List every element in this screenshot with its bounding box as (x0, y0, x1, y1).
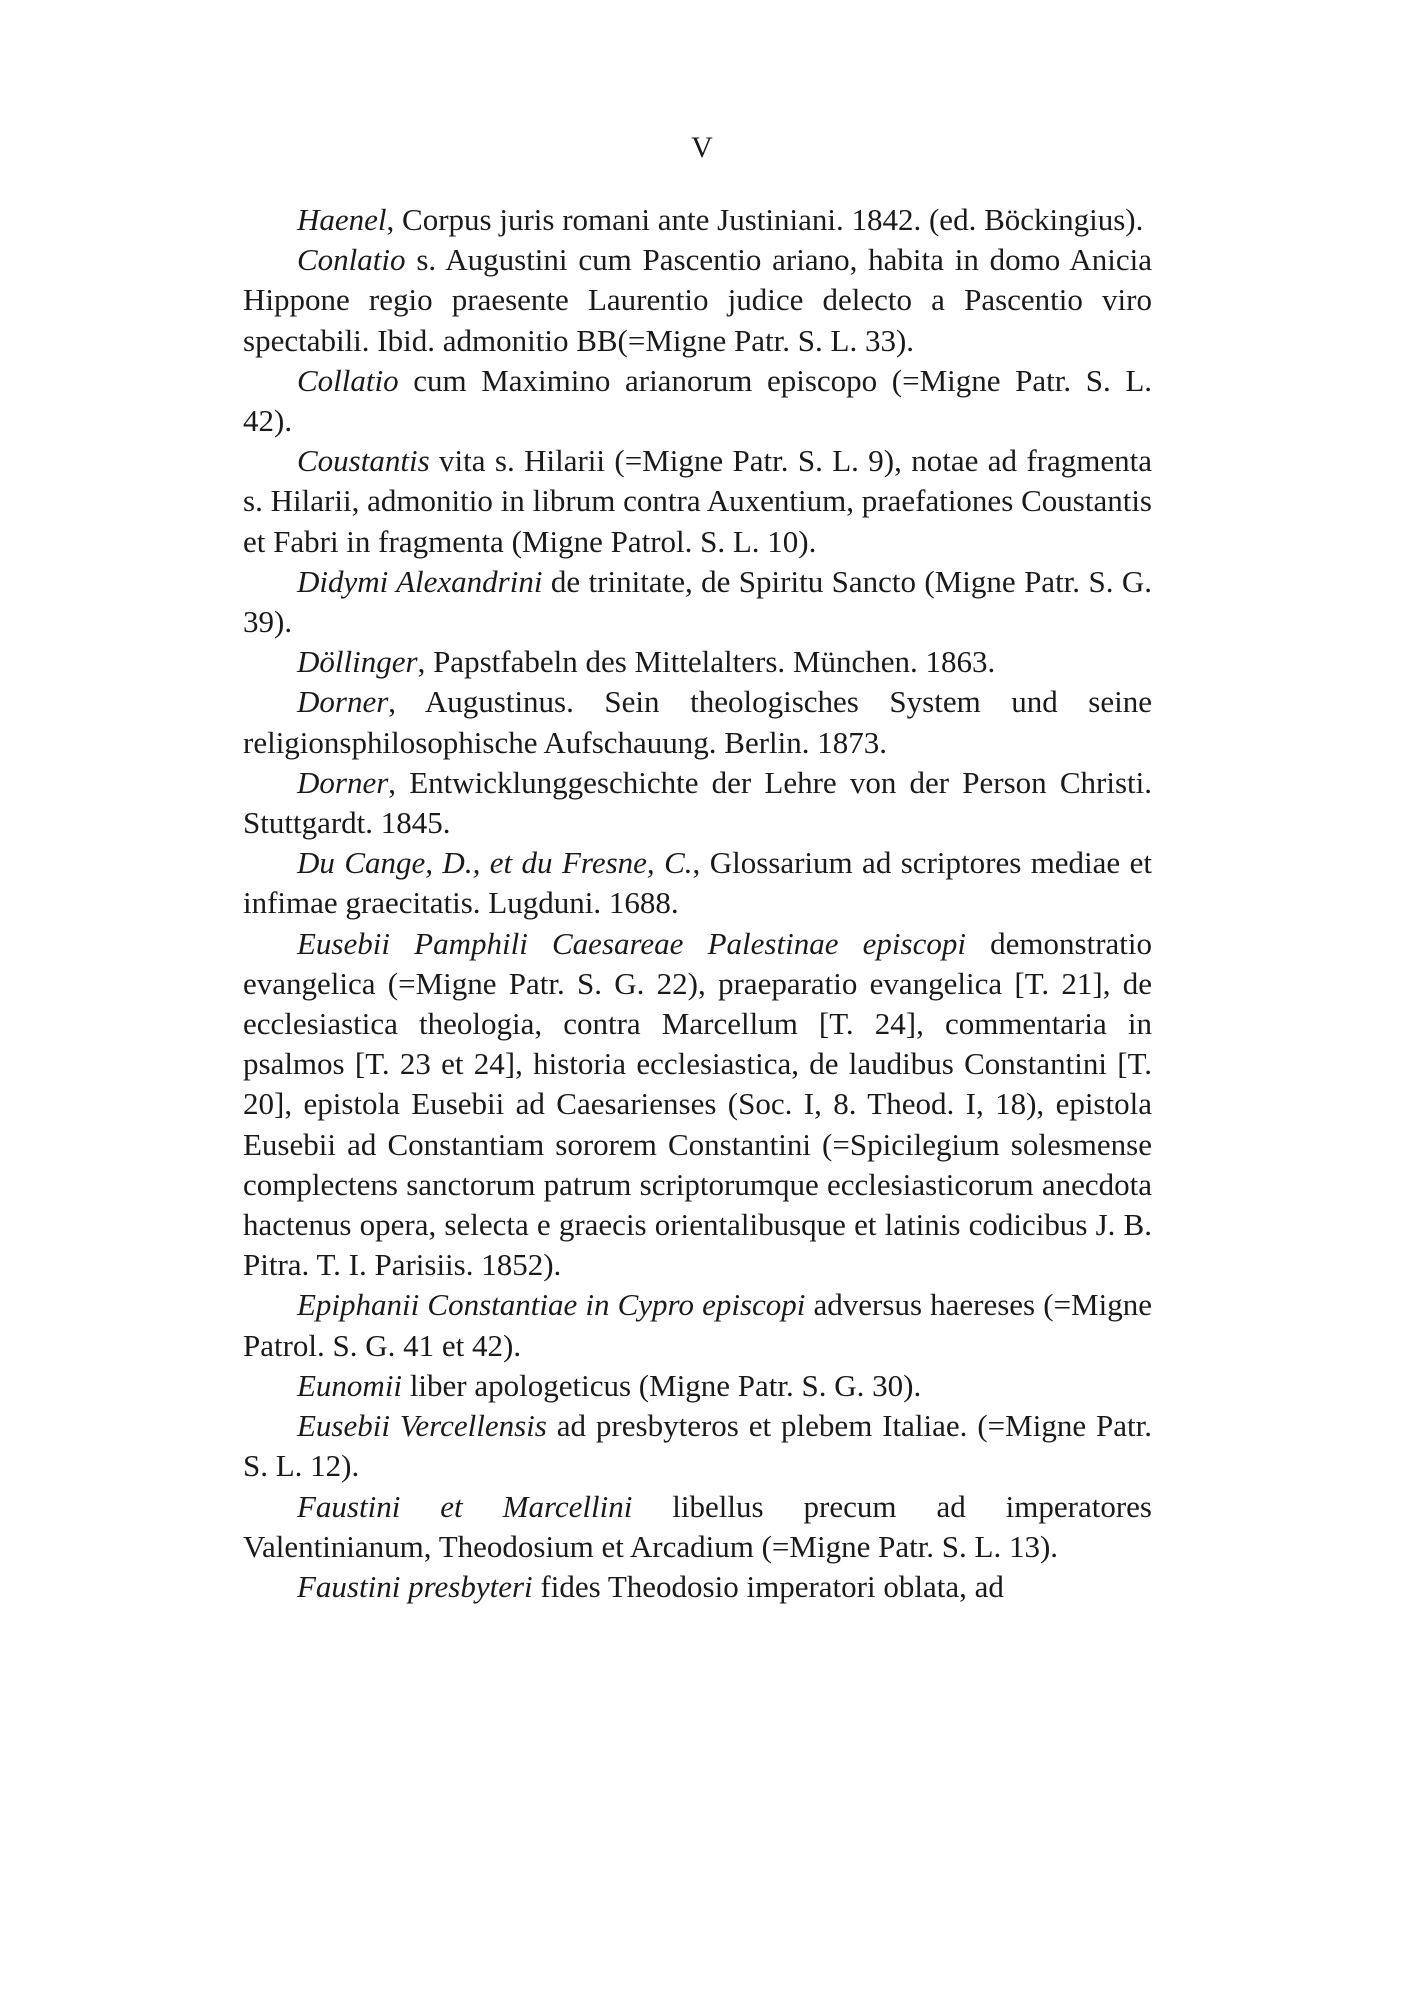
entry-author: Conlatio (297, 242, 406, 278)
entry-author: Faustini presbyteri (297, 1568, 533, 1604)
bibliography-entry (243, 240, 1152, 361)
entry-author: Epiphanii Constantiae in Cypro episcopi (297, 1287, 806, 1323)
bibliography-list (243, 200, 1152, 1607)
bibliography-entry (243, 361, 1152, 441)
bibliography-entry (243, 1406, 1152, 1486)
bibliography-entry (243, 682, 1152, 762)
bibliography-entry (243, 642, 1152, 682)
entry-text: cum Maximino arianorum episcopo (=Migne Patr. S. L. 42). (243, 362, 1152, 439)
entry-text: , Glossarium ad scriptores mediae et infimae graecitatis. Lugduni. 1688. (243, 845, 1152, 921)
entry-author: Haenel (297, 202, 387, 237)
bibliography-entry (243, 843, 1152, 923)
entry-text: fides Theodosio imperatori oblata, ad (532, 1568, 1004, 1604)
bibliography-entry (243, 200, 1152, 240)
entry-author: Didymi Alexandrini (297, 563, 543, 599)
entry-author: Eusebii Pamphili Caesareae Palestinae episcopi (297, 925, 966, 961)
entry-text: demonstratio evangelica (=Migne Patr. S. G. 22), praeparatio evangelica [T. 21], de ecclesiastica theologia, contra Marcellum [T. 24], commentaria in psalmos [T. 23 et 24], historia ecclesiastica, de laudibus Constantini [T. 20], epistola Eusebii ad Caesarienses (Soc. I, 8. Theod. I, 18), epistola Eusebii ad Constantiam sororem Constantini (=Spicilegium solesmense complectens sanctorum patrum scriptorumque ecclesiasticorum anecdota hactenus opera, selecta e graecis orientalibusque et latinis codicibus J. B. Pitra. T. I. Parisiis. 1852). (243, 925, 1153, 1283)
entry-text: , Corpus juris romani ante Justiniani. 1842. (ed. Böckingius). (386, 202, 1144, 237)
bibliography-entry (243, 1366, 1152, 1406)
bibliography-entry (243, 562, 1152, 642)
entry-text: vita s. Hilarii (=Migne Patr. S. L. 9), notae ad fragmenta s. Hilarii, admonitio in librum contra Auxentium, praefationes Coustantis et Fabri in fragmenta (Migne Patrol. S. L. 10). (243, 443, 1152, 559)
entry-author: Coustantis (297, 443, 430, 479)
entry-author: Eunomii (297, 1367, 403, 1403)
entry-text: s. Augustini cum Pascentio ariano, habita in domo Anicia Hippone regio praesente Laurentio judice delecto a Pascentio viro spectabili. Ibid. admonitio BB(=Migne Patr. S. L. 33). (243, 242, 1152, 358)
entry-author: Eusebii Vercellensis (297, 1408, 547, 1444)
entry-author: Collatio (297, 362, 399, 398)
entry-author: Döllinger (297, 644, 418, 680)
entry-author: Dorner (297, 764, 389, 800)
entry-text: de trinitate, de Spiritu Sancto (Migne Patr. S. G. 39). (243, 563, 1152, 640)
entry-text: liber apologeticus (Migne Patr. S. G. 30). (402, 1367, 922, 1403)
entry-text: adversus haereses (=Migne Patrol. S. G. 41 et 42). (243, 1287, 1152, 1363)
bibliography-entry (243, 1285, 1152, 1365)
entry-text: , Augustinus. Sein theologisches System und seine religionsphilosophische Aufschauung. Berlin. 1873. (243, 684, 1152, 760)
bibliography-entry (243, 441, 1152, 562)
entry-text: ad presbyteros et plebem Italiae. (=Migne Patr. S. L. 12). (243, 1408, 1152, 1484)
bibliography-entry (243, 763, 1152, 843)
entry-author: Faustini et Marcellini (297, 1488, 633, 1524)
entry-author: Dorner (297, 684, 389, 720)
bibliography-entry (243, 924, 1152, 1286)
bibliography-entry (243, 1567, 1152, 1607)
bibliography-entry (243, 1487, 1152, 1567)
entry-author: Du Cange, D., et du Fresne, C. (297, 845, 693, 881)
entry-text: libellus precum ad imperatores Valentinianum, Theodosium et Arcadium (=Migne Patr. S. L. 13). (243, 1488, 1152, 1564)
entry-text: , Papstfabeln des Mittelalters. München. 1863. (417, 644, 996, 680)
page-number: V (691, 131, 713, 164)
entry-text: , Entwicklunggeschichte der Lehre von der Person Christi. Stuttgardt. 1845. (243, 764, 1152, 841)
